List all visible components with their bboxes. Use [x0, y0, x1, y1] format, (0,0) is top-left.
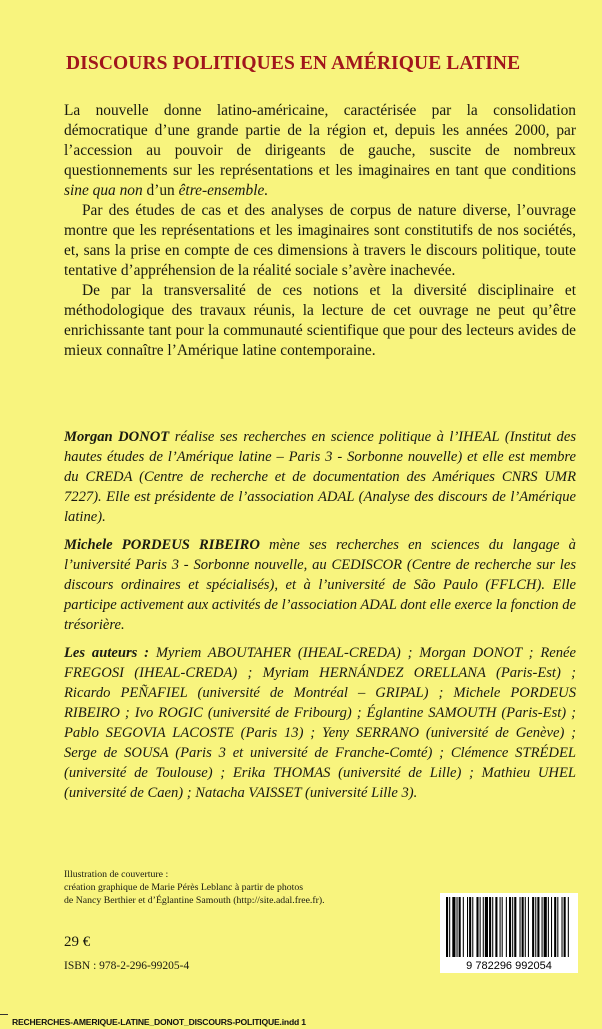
summary-paragraph-2: Par des études de cas et des analyses de corpus de nature diverse, l’ouvrage montre que les représentations et les imaginaires sont constitutifs de nos sociétés, et, sans la prise en compte de ces dimensions à travers le discours politique, toute tentative d’appréhension de la réalité sociale s’avère inachevée.	[64, 202, 576, 279]
book-title: DISCOURS POLITIQUES EN AMÉRIQUE LATINE	[66, 53, 521, 74]
bio-donot-name: Morgan DONOT	[64, 429, 170, 445]
summary-paragraph-1: La nouvelle donne latino-américaine, caractérisée par la consolidation démocratique d’une grande partie de la région et, depuis les années 2000, par l’accession au pouvoir de dirigeants de gauche, suscite de nombreux questionnements sur les représentations et les imaginaires en tant que conditions sine qua non d’un être-ensemble.	[64, 102, 576, 199]
bio-donot: Morgan DONOT réalise ses recherches en science politique à l’IHEAL (Institut des hautes études de l’Amérique latine – Paris 3 - Sorbonne nouvelle) et elle est membre du CREDA (Centre de recherche et de documentation des Amériques CNRS UMR 7227). Elle est présidente de l’association ADAL (Analyse des discours de l’Amérique latine).	[64, 429, 577, 525]
contributors-label: Les auteurs :	[64, 645, 150, 661]
contributors-list: Les auteurs : Myriem ABOUTAHER (IHEAL-CREDA) ; Morgan DONOT ; Renée FREGOSI (IHEAL-CREDA) ; Myriam HERNÁNDEZ ORELLANA (Paris-Est) ; Ricardo PEÑAFIEL (université de Montréal – GRIPAL) ; Michele PORDEUS RIBEIRO ; Ivo ROGIC (université de Fribourg) ; Églantine SAMOUTH (Paris-Est) ; Pablo SEGOVIA LACOSTE (Paris 13) ; Yeny SERRANO (université de Genève) ; Serge de SOUSA (Paris 3 et université de Franche-Comté) ; Clémence STRÉDEL (université de Toulouse) ; Erika THOMAS (université de Lille) ; Mathieu UHEL (université de Caen) ; Natacha VAISSET (université Lille 3).	[64, 645, 576, 801]
price: 29 €	[64, 934, 91, 950]
isbn: ISBN : 978-2-296-99205-4	[64, 960, 190, 972]
book-summary	[64, 101, 576, 361]
summary-paragraph-3: De par la transversalité de ces notions et la diversité disciplinaire et méthodologique des travaux réunis, la lecture de cet ouvrage ne peut qu’être enrichissante tant pour la communauté scientifique que pour des lecteurs avides de mieux connaître l’Amérique latine contemporaine.	[64, 282, 576, 359]
author-bios	[64, 427, 576, 811]
barcode-digits: 9 782296 992054	[466, 960, 552, 972]
crop-mark	[0, 1014, 8, 1015]
barcode	[440, 893, 578, 973]
print-slug: RECHERCHES-AMERIQUE-LATINE_DONOT_DISCOURS-POLITIQUE.indd 1	[0, 1016, 602, 1029]
barcode-graphic	[440, 893, 578, 973]
bio-ribeiro: Michele PORDEUS RIBEIRO mène ses recherches en sciences du langage à l’université Paris 3 - Sorbonne nouvelle, au CEDISCOR (Centre de recherche sur les discours ordinaires et spécialisés), et à l’université de São Paulo (FFLCH). Elle participe activement aux activités de l’association ADAL dont elle exerce la fonction de trésorière.	[64, 537, 576, 633]
bio-ribeiro-name: Michele PORDEUS RIBEIRO	[64, 537, 260, 553]
illustration-credits: Illustration de couverture : création graphique de Marie Pérès Leblanc à partir de photos de Nancy Berthier et d’Églantine Samouth (http://site.adal.free.fr).	[64, 869, 325, 906]
